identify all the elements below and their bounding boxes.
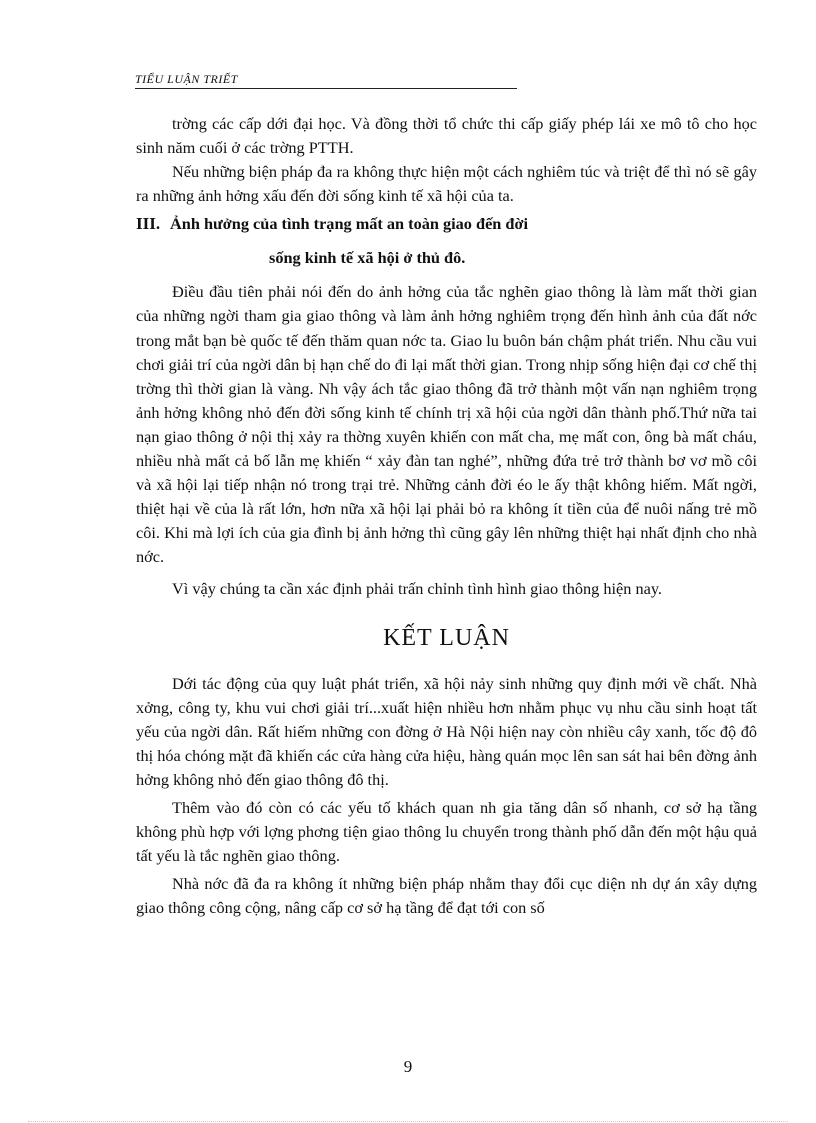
footer-divider <box>28 1121 788 1122</box>
section-number: III. <box>136 214 161 234</box>
body-paragraph: Nếu những biện pháp đa ra không thực hiện một cách nghiêm túc và triệt để thì nó sẽ gây ra những ảnh hởng xấu đến đời sống kinh tế xã hội của ta. <box>136 162 757 206</box>
section-heading <box>136 212 757 236</box>
conclusion-heading: KẾT LUẬN <box>383 624 510 651</box>
section-title-line1: Ảnh hưởng của tình trạng mất an toàn giao đến đời <box>170 214 529 234</box>
page-body <box>136 112 757 921</box>
body-paragraph: Dới tác động của quy luật phát triển, xã hội nảy sinh những quy định mới về chất. Nhà xởng, công ty, khu vui chơi giải trí...xuất hiện nhiều hơn nhằm phục vụ nhu cầu sinh hoạt tất yếu của ngời dân. Rất hiếm những con đờng ở Hà Nội hiện nay còn nhiều cây xanh, tốc độ đô thị hóa chóng mặt đã khiến các cửa hàng cửa hiệu, hàng quán mọc lên san sát hai bên đờng ảnh hởng không nhỏ đến giao thông đô thị. <box>136 673 757 789</box>
body-paragraph: Điều đầu tiên phải nói đến do ảnh hởng của tắc nghẽn giao thông là làm mất thời gian của những ngời tham gia giao thông và làm ảnh hởng nghiêm trọng đến hình ảnh của đất nớc trong mắt bạn bè quốc tế đến thăm quan nớc ta. Giao lu buôn bán chậm phát triển. Nhu cầu vui chơi giải trí của ngời dân bị hạn chế do đi lại mất thời gian. Trong nhịp sống hiện đại cơ chế thị trờng thì thời gian là vàng. Nh vậy ách tắc giao thông đã trở thành một vấn nạn nghiêm trọng ảnh hởng không nhỏ đến đời sống kinh tế chính trị xã hội của ngời dân thành phố.Thứ nữa tai nạn giao thông ở nội thị xảy ra thờng xuyên khiến con mất cha, mẹ mất con, ông bà mất cháu, nhiều nhà mất cả bố lẫn mẹ khiến “ xảy đàn tan nghé”, những đứa trẻ trở thành bơ vơ mồ côi và xã hội lại tiếp nhận nó trong trại trẻ. Những cảnh đời éo le ấy thật không hiếm. Mất ngời, thiệt hại về của là rất lớn, hơn nữa xã hội lại phải bỏ ra không ít tiền của để nuôi nấng trẻ mồ côi. Khi mà lợi ích của gia đình bị ảnh hởng thì cũng gây lên những thiệt hại nhất định cho nhà nớc. <box>136 282 757 567</box>
body-paragraph: Nhà nớc đã đa ra không ít những biện pháp nhằm thay đổi cục diện nh dự án xây dựng giao thông công cộng, nâng cấp cơ sở hạ tầng để đạt tới con số <box>136 874 757 918</box>
body-paragraph: trờng các cấp dới đại học. Và đồng thời tổ chức thi cấp giấy phép lái xe mô tô cho học sinh năm cuối ở các trờng PTTH. <box>136 114 757 158</box>
page-number: 9 <box>403 1057 413 1076</box>
section-title-line2: sống kinh tế xã hội ở thủ đô. <box>269 248 466 268</box>
body-paragraph: Thêm vào đó còn có các yếu tố khách quan nh gia tăng dân số nhanh, cơ sở hạ tầng không phù hợp với lợng phơng tiện giao thông lu chuyển trong thành phố dẫn đến một hậu quả tất yếu là tắc nghẽn giao thông. <box>136 798 757 866</box>
running-header: TIỂU LUẬN TRIẾT <box>135 72 517 89</box>
body-paragraph: Vì vậy chúng ta cần xác định phải trấn chỉnh tình hình giao thông hiện nay. <box>172 578 662 598</box>
